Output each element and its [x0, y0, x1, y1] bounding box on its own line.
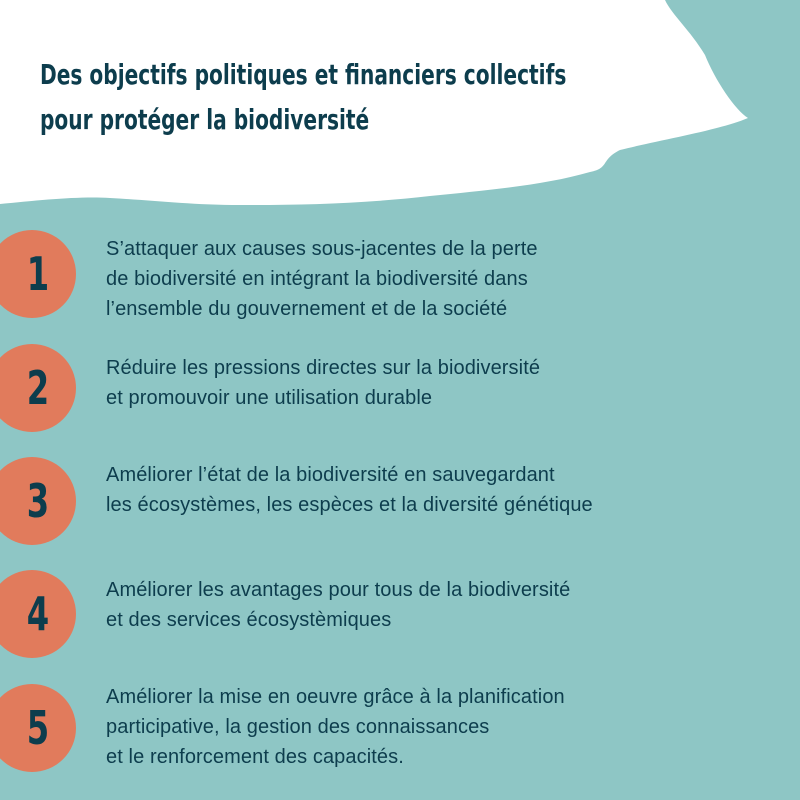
title-line-2: pour protéger la biodiversité: [40, 103, 370, 136]
objective-text-line: S’attaquer aux causes sous-jacentes de la perte: [106, 238, 538, 260]
objective-text-line: Améliorer l’état de la biodiversité en sauvegardant: [106, 464, 555, 486]
objective-text-line: participative, la gestion des connaissances: [106, 716, 490, 738]
objective-text: [106, 460, 786, 520]
objective-item-2: [0, 342, 800, 442]
objective-text-line: et promouvoir une utilisation durable: [106, 387, 433, 409]
objective-text: [106, 682, 786, 772]
objective-number: 2: [26, 361, 50, 415]
objective-text-line: et des services écosystèmiques: [106, 609, 392, 631]
objective-number: 1: [26, 247, 50, 301]
objective-number: 3: [26, 474, 50, 528]
objective-number: 4: [26, 587, 50, 641]
objective-text-line: Améliorer les avantages pour tous de la biodiversité: [106, 579, 571, 601]
objective-item-3: [0, 455, 800, 555]
objective-text: [106, 575, 786, 635]
objective-text: [106, 234, 786, 324]
objective-text-line: Améliorer la mise en oeuvre grâce à la planification: [106, 686, 565, 708]
objective-text-line: l’ensemble du gouvernement et de la société: [106, 298, 508, 320]
objective-text-line: Réduire les pressions directes sur la biodiversité: [106, 357, 541, 379]
objective-item-4: [0, 568, 800, 668]
title-line-1: Des objectifs politiques et financiers collectifs: [40, 58, 567, 91]
objective-text-line: de biodiversité en intégrant la biodiversité dans: [106, 268, 528, 290]
objective-item-1: [0, 228, 800, 328]
objective-text: [106, 353, 786, 413]
page-title: [40, 52, 573, 142]
objective-text-line: et le renforcement des capacités.: [106, 746, 404, 768]
objective-text-line: les écosystèmes, les espèces et la diversité génétique: [106, 494, 593, 516]
objective-item-5: [0, 682, 800, 782]
objective-number: 5: [26, 701, 50, 755]
